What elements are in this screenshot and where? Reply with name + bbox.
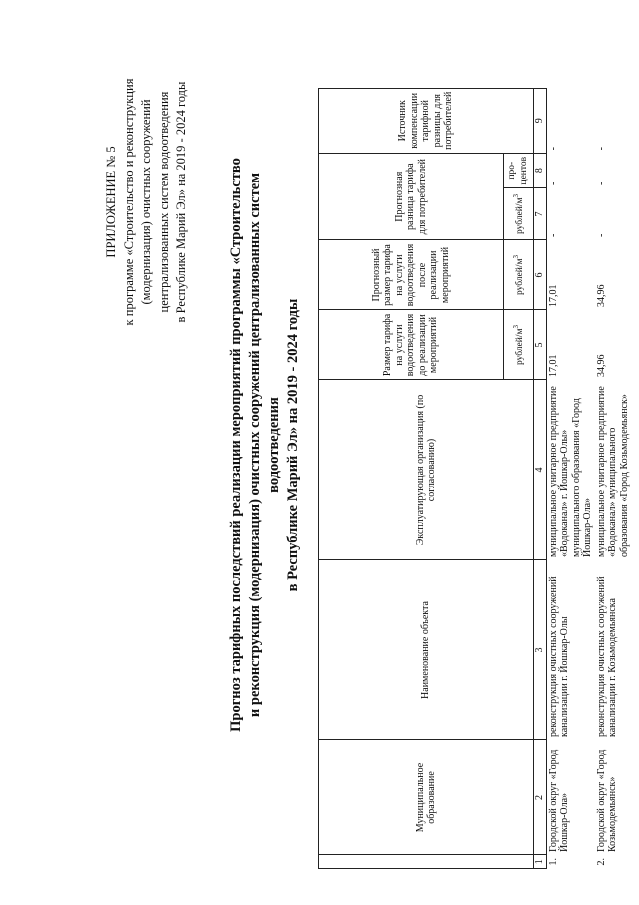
unit-exponent: 3 xyxy=(511,254,520,259)
unit-rub-per-m3 xyxy=(504,310,534,380)
header-organization: Эксплуатирующая организация (по согласованию) xyxy=(319,380,534,560)
unit-label: рублей/м xyxy=(514,258,525,296)
header-tariff-before: Размер тарифа на услуги водоотведения до реализации мероприятий xyxy=(319,310,504,380)
cell-diff-rub: - xyxy=(547,233,559,237)
cell-organization: муниципальное унитарное предприятие «Водоканал» муниципального образования «Город Козьмодемьянск» xyxy=(595,386,630,557)
row-number: 2. xyxy=(595,858,607,866)
title-line: Прогноз тарифных последствий реализации мероприятий программы «Строительство xyxy=(228,158,244,732)
tariff-forecast-table xyxy=(318,88,631,869)
column-number: 4 xyxy=(534,380,547,560)
header-difference: Прогнозная разница тарифа для потребителей xyxy=(319,153,504,240)
column-number: 3 xyxy=(534,560,547,740)
column-number-row xyxy=(534,88,547,868)
cell-tariff-before: 34,96 xyxy=(595,354,607,377)
cell-object: реконструкция очистных сооружений канализации г. Козьмодемьянска xyxy=(595,576,618,737)
cell-municipality: Городской округ «Город Йошкар-Ола» xyxy=(547,749,570,852)
unit-label: рублей/м xyxy=(514,197,525,235)
column-number: 2 xyxy=(534,740,547,855)
table-row xyxy=(546,88,595,868)
cell-diff-rub: - xyxy=(595,233,607,237)
unit-percent: про-центов xyxy=(504,153,534,188)
cell-object: реконструкция очистных сооружений канализации г. Йошкар-Олы xyxy=(547,576,570,737)
header-row-number xyxy=(319,855,534,869)
appendix-line: ПРИЛОЖЕНИЕ № 5 xyxy=(104,146,118,258)
column-number: 5 xyxy=(534,310,547,380)
unit-exponent: 3 xyxy=(511,193,520,198)
column-number: 8 xyxy=(534,153,547,188)
unit-rub-per-m3 xyxy=(504,188,534,240)
title-line: и реконструкция (модернизация) очистных сооружений централизованных систем водоотведения xyxy=(247,172,282,718)
appendix-heading xyxy=(103,52,191,352)
header-object: Наименование объекта xyxy=(319,560,534,740)
cell-municipality: Городской округ «Город Козьмодемьянск» xyxy=(595,749,618,852)
header-tariff-after: Прогнозный размер тарифа на услуги водоотведения после реализации мероприятий xyxy=(319,240,504,310)
cell-source: - xyxy=(595,147,607,151)
document-title xyxy=(227,125,303,765)
cell-tariff-before: 17,01 xyxy=(547,354,559,377)
unit-rub-per-m3 xyxy=(504,240,534,310)
header-municipality: Муниципальное образование xyxy=(319,740,534,855)
appendix-line: (модернизация) очистных сооружений xyxy=(139,99,153,305)
cell-tariff-after: 17,01 xyxy=(547,284,559,307)
title-line: в Республике Марий Эл» на 2019 - 2024 годы xyxy=(285,298,301,592)
column-number: 1 xyxy=(534,855,547,869)
appendix-line: в Республике Марий Эл» на 2019 - 2024 годы xyxy=(174,81,188,323)
column-number: 9 xyxy=(534,88,547,153)
cell-organization: муниципальное унитарное предприятие «Водоканал» г. Йошкар-Олы» муниципального образования «Город Йошкар-Ола» xyxy=(547,386,593,557)
column-number: 6 xyxy=(534,240,547,310)
table-row xyxy=(595,88,632,868)
unit-exponent: 3 xyxy=(511,324,520,329)
appendix-line: централизованных систем водоотведения xyxy=(156,91,171,313)
column-number: 7 xyxy=(534,188,547,240)
cell-tariff-after: 34,96 xyxy=(595,284,607,307)
row-number: 1. xyxy=(547,858,559,866)
unit-label: рублей/м xyxy=(514,328,525,366)
header-source: Источник компенсации тарифной разницы для потребителей xyxy=(319,88,534,153)
cell-diff-pct: - xyxy=(595,181,607,185)
appendix-line: к программе «Строительство и реконструкция xyxy=(121,78,136,326)
cell-source: - xyxy=(547,147,559,151)
cell-diff-pct: - xyxy=(547,181,559,185)
